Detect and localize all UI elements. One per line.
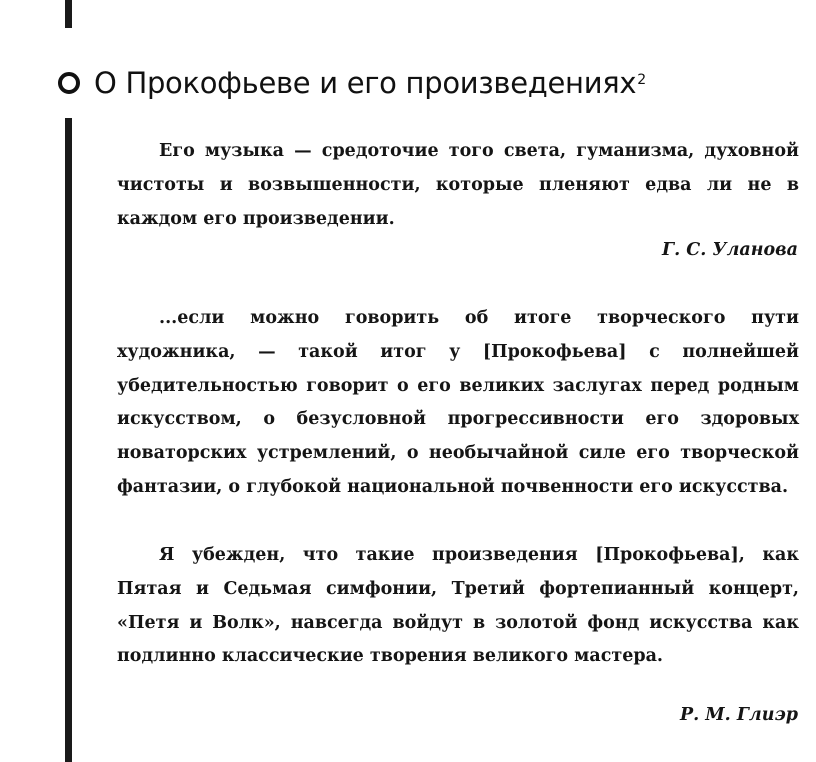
quote-1-author: Г. С. Уланова [662, 240, 798, 260]
quote-2-paragraph-2: Я убежден, что такие произведения [Прокофьева], как Пятая и Седьмая симфонии, Третий фортепианный концерт, «Петя и Волк», навсегда войдут в золотой фонд искусства как подлинно классические творения великого мастера. [117, 545, 799, 667]
side-margin-bar [65, 118, 72, 762]
quote-2-paragraph-1: ...если можно говорить об итоге творческого пути художника, — такой итог у [Прокофьева] с полнейшей убедительностью говорит о его великих заслугах перед родным искусством, о безусловной прогрессивности его здоровых новаторских устремлений, о необычайной силе его творческой фантазии, о глубокой национальной почвенности его искусства. [117, 308, 799, 497]
footnote-mark: 2 [637, 72, 647, 88]
quote-2-author: Р. М. Глиэр [679, 705, 798, 725]
circle-bullet-icon [58, 72, 80, 94]
heading-title: О Прокофьеве и его произведениях [94, 66, 637, 100]
top-margin-bar [65, 0, 72, 28]
section-heading [58, 66, 646, 100]
quote-1-paragraph: Его музыка — средоточие того света, гуманизма, духовной чистоты и возвышенности, которые пленяют едва ли не в каждом его произведении. [117, 141, 799, 229]
